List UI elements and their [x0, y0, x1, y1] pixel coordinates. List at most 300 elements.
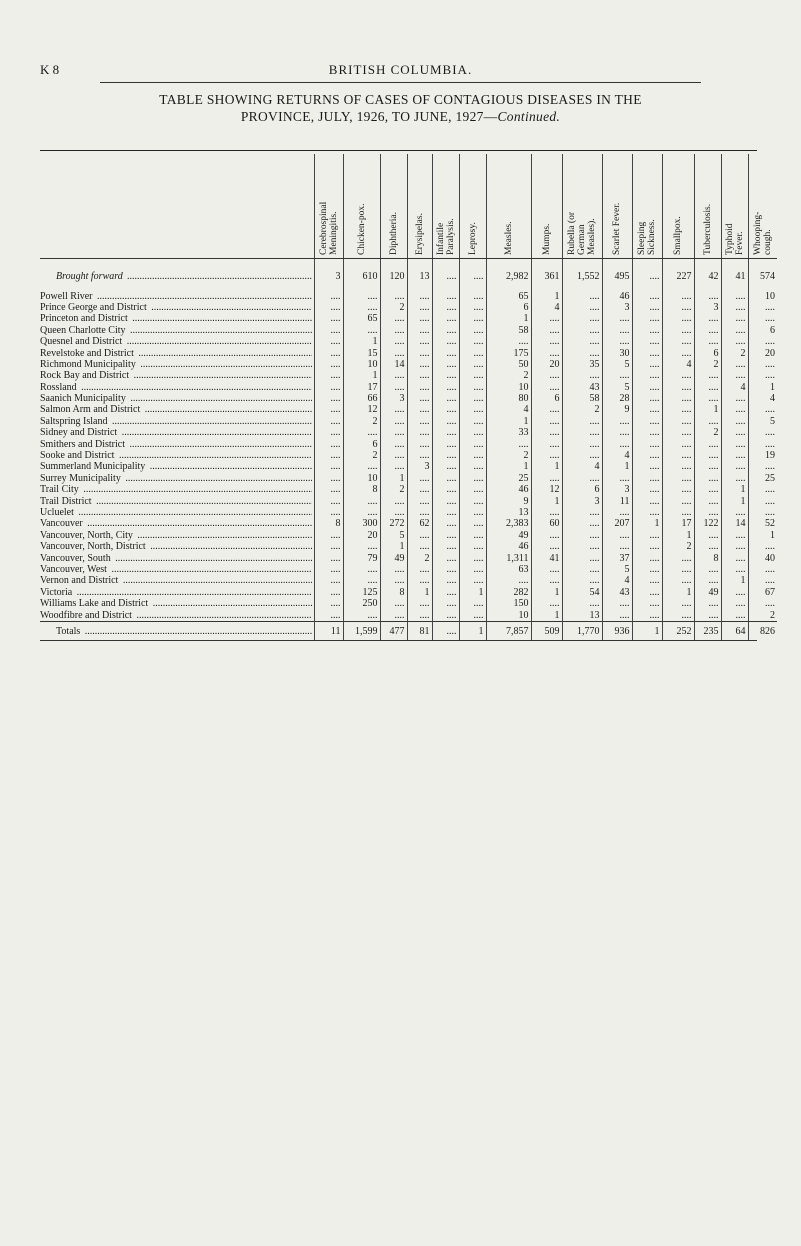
table-cell: ....	[343, 575, 380, 586]
table-cell: 46	[486, 541, 531, 552]
table-cell: ....	[694, 564, 721, 575]
table-cell: ....	[407, 427, 432, 438]
district-name: Vancouver .....	[40, 518, 314, 529]
table-cell: ....	[407, 598, 432, 609]
table-cell: 13	[407, 259, 432, 291]
table-cell: ....	[662, 564, 694, 575]
column-header	[380, 154, 407, 259]
table-cell: 1	[721, 484, 748, 495]
table-cell: ....	[459, 370, 486, 381]
table-cell: ....	[459, 461, 486, 472]
table-cell: 300	[343, 518, 380, 529]
table-cell: 8	[380, 587, 407, 598]
table-cell: 19	[748, 450, 777, 461]
district-name: Princeton and District .....	[40, 313, 314, 324]
table-cell: ....	[748, 575, 777, 586]
column-header-label: Typhoid Fever.	[724, 223, 745, 255]
table-cell: 207	[602, 518, 632, 529]
column-header-label: Smallpox.	[673, 216, 683, 255]
table-cell: ....	[531, 325, 562, 336]
table-cell: 2	[694, 359, 721, 370]
table-cell: ....	[632, 370, 662, 381]
table-cell: ....	[407, 530, 432, 541]
district-name: Woodfibre and District .....	[40, 609, 314, 621]
table-cell: ....	[407, 290, 432, 301]
district-name: Trail City .....	[40, 484, 314, 495]
table-cell: ....	[632, 347, 662, 358]
table-cell: ....	[314, 598, 343, 609]
table-cell: 936	[602, 621, 632, 640]
table-cell: ....	[314, 290, 343, 301]
table-cell: ....	[632, 507, 662, 518]
table-cell: ....	[632, 541, 662, 552]
table-cell: ....	[662, 336, 694, 347]
table-cell: ....	[459, 313, 486, 324]
table-cell: ....	[459, 302, 486, 313]
table-cell: ....	[432, 587, 459, 598]
table-cell: ....	[314, 495, 343, 506]
table-cell: ....	[694, 575, 721, 586]
column-header-row	[40, 154, 777, 259]
table-cell: 17	[343, 382, 380, 393]
table-cell: ....	[380, 575, 407, 586]
column-header-label: Infantile Paralysis.	[435, 218, 456, 255]
table-cell: ....	[694, 473, 721, 484]
table-cell: ....	[407, 359, 432, 370]
table-cell: 150	[486, 598, 531, 609]
table-cell: 509	[531, 621, 562, 640]
table-cell: ....	[562, 416, 602, 427]
table-cell: ....	[407, 336, 432, 347]
table-cell: 17	[662, 518, 694, 529]
column-header	[343, 154, 380, 259]
table-cell: ....	[562, 427, 602, 438]
table-cell: ....	[459, 259, 486, 291]
table-row	[40, 336, 777, 347]
table-cell: ....	[314, 564, 343, 575]
table-cell: ....	[632, 325, 662, 336]
table-cell: 1	[694, 404, 721, 415]
table-cell: ....	[432, 359, 459, 370]
table-cell: ....	[343, 507, 380, 518]
table-cell: 4	[748, 393, 777, 404]
table-cell: ....	[380, 313, 407, 324]
table-cell: ....	[662, 450, 694, 461]
table-cell: 227	[662, 259, 694, 291]
column-header	[602, 154, 632, 259]
table-cell: ....	[632, 564, 662, 575]
table-cell: 1	[721, 575, 748, 586]
brought-forward-row	[40, 259, 777, 291]
district-name: Saanich Municipality .....	[40, 393, 314, 404]
table-cell: 81	[407, 621, 432, 640]
table-cell: 58	[486, 325, 531, 336]
table-cell: ....	[314, 450, 343, 461]
table-cell: ....	[407, 609, 432, 621]
column-header	[432, 154, 459, 259]
table-cell: ....	[459, 473, 486, 484]
table-cell: ....	[407, 416, 432, 427]
column-header-label: Cerebrospinal Meningitis.	[318, 201, 339, 255]
table-cell: 14	[721, 518, 748, 529]
table-cell: 610	[343, 259, 380, 291]
table-cell: 175	[486, 347, 531, 358]
table-cell: ....	[562, 541, 602, 552]
table-cell: ....	[721, 416, 748, 427]
table-cell: ....	[694, 393, 721, 404]
table-cell: ....	[632, 393, 662, 404]
table-cell: ....	[662, 473, 694, 484]
table-cell: ....	[694, 370, 721, 381]
table-cell: ....	[748, 484, 777, 495]
table-cell: 2	[343, 416, 380, 427]
table-cell: 10	[486, 609, 531, 621]
table-cell: 1	[407, 587, 432, 598]
table-cell: ....	[314, 507, 343, 518]
table-cell: ....	[721, 393, 748, 404]
table-cell: 3	[694, 302, 721, 313]
table-cell: 1	[380, 473, 407, 484]
table-cell: ....	[662, 347, 694, 358]
table-cell: ....	[314, 313, 343, 324]
table-cell: ....	[748, 370, 777, 381]
table-cell: 125	[343, 587, 380, 598]
table-cell: ....	[407, 382, 432, 393]
column-header-label: Diphtheria.	[388, 211, 399, 255]
table-cell: ....	[721, 370, 748, 381]
table-cell: 20	[748, 347, 777, 358]
title-line-2: PROVINCE, JULY, 1926, TO JUNE, 1927—Continued.	[240, 109, 561, 124]
stub-header	[40, 154, 314, 259]
table-cell: ....	[721, 564, 748, 575]
table-cell: ....	[748, 427, 777, 438]
table-cell: ....	[343, 461, 380, 472]
table-cell: ....	[407, 564, 432, 575]
table-cell: ....	[459, 507, 486, 518]
table-row	[40, 427, 777, 438]
table-cell: ....	[662, 484, 694, 495]
table-cell: 49	[486, 530, 531, 541]
table-cell: 1	[531, 609, 562, 621]
table-cell: ....	[407, 575, 432, 586]
table-cell: ....	[602, 530, 632, 541]
table-cell: ....	[407, 438, 432, 449]
table-cell: ....	[432, 427, 459, 438]
district-name: Queen Charlotte City .....	[40, 325, 314, 336]
table-cell: 1	[343, 370, 380, 381]
table-cell: ....	[407, 302, 432, 313]
table-cell: ....	[380, 564, 407, 575]
table-cell: ....	[721, 461, 748, 472]
table-cell: ....	[632, 609, 662, 621]
table-cell: ....	[314, 393, 343, 404]
table-cell: ....	[748, 541, 777, 552]
table-cell: 2,383	[486, 518, 531, 529]
table-cell: 7,857	[486, 621, 531, 640]
table-cell: ....	[380, 347, 407, 358]
column-header-label: Sleeping Sickness.	[637, 219, 657, 255]
table-cell: 4	[602, 450, 632, 461]
table-cell: ....	[562, 598, 602, 609]
totals-label: Totals .....	[40, 621, 314, 640]
table-cell: ....	[432, 530, 459, 541]
table-cell: 5	[602, 382, 632, 393]
district-name: Smithers and District .....	[40, 438, 314, 449]
table-cell: 65	[343, 313, 380, 324]
table-cell: ....	[632, 438, 662, 449]
table-cell: ....	[721, 404, 748, 415]
table-cell: ....	[432, 598, 459, 609]
table-cell: 64	[721, 621, 748, 640]
table-cell: 1	[602, 461, 632, 472]
table-cell: 30	[602, 347, 632, 358]
table-cell: 42	[694, 259, 721, 291]
table-cell: 40	[748, 552, 777, 563]
table-row	[40, 507, 777, 518]
table-cell: ....	[432, 495, 459, 506]
table-cell: ....	[432, 541, 459, 552]
totals-row	[40, 621, 777, 640]
table-cell: ....	[562, 473, 602, 484]
table-cell: 1	[531, 495, 562, 506]
table-cell: 1	[531, 461, 562, 472]
contagious-diseases-table	[40, 154, 777, 640]
table-cell: 1	[662, 587, 694, 598]
table-cell: ....	[602, 609, 632, 621]
district-name: Sooke and District .....	[40, 450, 314, 461]
table-cell: ....	[531, 382, 562, 393]
table-cell: 1	[343, 336, 380, 347]
table-cell: ....	[531, 404, 562, 415]
table-cell: ....	[562, 302, 602, 313]
table-cell: ....	[562, 347, 602, 358]
district-name: Vancouver, West .....	[40, 564, 314, 575]
table-cell: 2	[380, 484, 407, 495]
table-cell: 66	[343, 393, 380, 404]
table-cell: ....	[314, 461, 343, 472]
table-cell: ....	[343, 302, 380, 313]
table-cell: ....	[314, 347, 343, 358]
table-cell: ....	[459, 347, 486, 358]
table-row	[40, 359, 777, 370]
table-cell: ....	[380, 427, 407, 438]
table-cell: ....	[380, 404, 407, 415]
table-row	[40, 290, 777, 301]
table-cell: ....	[632, 259, 662, 291]
table-cell: ....	[314, 438, 343, 449]
table-cell: 52	[748, 518, 777, 529]
table-title	[60, 91, 741, 125]
table-cell: ....	[343, 495, 380, 506]
table-cell: ....	[407, 484, 432, 495]
district-name: Trail District .....	[40, 495, 314, 506]
table-cell: 65	[486, 290, 531, 301]
column-header-label: Erysipelas.	[414, 213, 425, 255]
table-row	[40, 404, 777, 415]
table-cell: ....	[632, 336, 662, 347]
column-header	[486, 154, 531, 259]
table-cell: ....	[459, 552, 486, 563]
table-cell: ....	[694, 609, 721, 621]
table-cell: 67	[748, 587, 777, 598]
table-cell: 1	[662, 530, 694, 541]
table-cell: ....	[562, 370, 602, 381]
table-cell: ....	[748, 438, 777, 449]
table-cell: 1,552	[562, 259, 602, 291]
table-cell: ....	[694, 541, 721, 552]
table-cell: ....	[602, 598, 632, 609]
table-cell: ....	[662, 427, 694, 438]
table-cell: 574	[748, 259, 777, 291]
table-cell: ....	[632, 359, 662, 370]
column-header	[632, 154, 662, 259]
table-cell: 4	[721, 382, 748, 393]
table-cell: 122	[694, 518, 721, 529]
table-cell: 49	[694, 587, 721, 598]
table-cell: ....	[432, 575, 459, 586]
table-cell: ....	[459, 575, 486, 586]
table-cell: 33	[486, 427, 531, 438]
table-cell: ....	[531, 427, 562, 438]
table-cell: 15	[343, 347, 380, 358]
table-cell: ....	[314, 336, 343, 347]
table-cell: 1	[486, 416, 531, 427]
table-cell: 63	[486, 564, 531, 575]
title-line-1: TABLE SHOWING RETURNS OF CASES OF CONTAGIOUS DISEASES IN THE	[159, 92, 642, 107]
table-cell: ....	[602, 313, 632, 324]
table-cell: 2	[486, 370, 531, 381]
table-cell: ....	[662, 370, 694, 381]
table-cell: ....	[314, 575, 343, 586]
district-name: Vancouver, North, District .....	[40, 541, 314, 552]
table-cell: ....	[721, 302, 748, 313]
table-cell: 282	[486, 587, 531, 598]
table-cell: 6	[531, 393, 562, 404]
table-row	[40, 416, 777, 427]
table-cell: ....	[314, 416, 343, 427]
table-cell: ....	[459, 359, 486, 370]
table-cell: 272	[380, 518, 407, 529]
table-cell: 58	[562, 393, 602, 404]
table-row	[40, 370, 777, 381]
column-header-label: Tuberculosis.	[702, 203, 713, 255]
table-cell: ....	[432, 438, 459, 449]
district-name: Quesnel and District .....	[40, 336, 314, 347]
table-cell: ....	[407, 393, 432, 404]
table-cell: ....	[459, 427, 486, 438]
table-cell: ....	[562, 336, 602, 347]
table-cell: 35	[562, 359, 602, 370]
table-cell: ....	[459, 598, 486, 609]
table-cell: ....	[562, 530, 602, 541]
district-name: Summerland Municipality .....	[40, 461, 314, 472]
table-cell: ....	[662, 416, 694, 427]
table-cell: ....	[314, 609, 343, 621]
table-cell: 5	[602, 359, 632, 370]
district-name: Ucluelet .....	[40, 507, 314, 518]
column-header-label: Mumps.	[541, 223, 552, 255]
table-cell: ....	[380, 336, 407, 347]
table-cell: ....	[432, 518, 459, 529]
table-cell: ....	[314, 587, 343, 598]
table-cell: ....	[432, 302, 459, 313]
table-cell: ....	[459, 518, 486, 529]
district-name: Rossland .....	[40, 382, 314, 393]
table-cell: 2	[694, 427, 721, 438]
district-name: Rock Bay and District .....	[40, 370, 314, 381]
table-cell: ....	[748, 359, 777, 370]
table-cell: ....	[432, 609, 459, 621]
table-cell: ....	[486, 336, 531, 347]
table-cell: ....	[694, 416, 721, 427]
table-cell: 2	[343, 450, 380, 461]
table-cell: ....	[662, 290, 694, 301]
table-cell: ....	[432, 393, 459, 404]
table-row	[40, 552, 777, 563]
table-cell: 1	[459, 621, 486, 640]
table-cell: ....	[531, 507, 562, 518]
table-cell: 50	[486, 359, 531, 370]
table-cell: 6	[486, 302, 531, 313]
table-cell: 5	[602, 564, 632, 575]
table-cell: ....	[748, 461, 777, 472]
table-row	[40, 518, 777, 529]
table-row	[40, 473, 777, 484]
table-cell: ....	[343, 427, 380, 438]
table-cell: 1	[748, 530, 777, 541]
table-cell: ....	[380, 598, 407, 609]
table-cell: 4	[662, 359, 694, 370]
table-cell: 62	[407, 518, 432, 529]
table-cell: ....	[721, 598, 748, 609]
table-row	[40, 313, 777, 324]
table-cell: ....	[562, 507, 602, 518]
table-cell: ....	[694, 336, 721, 347]
table-cell: ....	[721, 530, 748, 541]
table-cell: 43	[562, 382, 602, 393]
table-cell: ....	[407, 507, 432, 518]
table-cell: 43	[602, 587, 632, 598]
table-cell: ....	[407, 495, 432, 506]
table-cell: 1	[748, 382, 777, 393]
table-cell: ....	[459, 404, 486, 415]
table-cell: 25	[486, 473, 531, 484]
table-cell: ....	[314, 382, 343, 393]
table-cell: ....	[602, 541, 632, 552]
table-cell: 8	[343, 484, 380, 495]
table-row	[40, 461, 777, 472]
table-cell: ....	[632, 461, 662, 472]
table-cell: ....	[343, 290, 380, 301]
table-cell: ....	[459, 336, 486, 347]
table-cell: ....	[380, 461, 407, 472]
table-cell: ....	[432, 416, 459, 427]
table-cell: ....	[432, 507, 459, 518]
table-cell: ....	[694, 313, 721, 324]
table-cell: ....	[562, 552, 602, 563]
table-cell: ....	[748, 507, 777, 518]
table-cell: 14	[380, 359, 407, 370]
table-cell: 477	[380, 621, 407, 640]
table-cell: ....	[380, 416, 407, 427]
table-row	[40, 495, 777, 506]
table-cell: 80	[486, 393, 531, 404]
table-cell: ....	[531, 438, 562, 449]
table-row	[40, 575, 777, 586]
table-cell: ....	[343, 564, 380, 575]
table-cell: 13	[562, 609, 602, 621]
district-name: Williams Lake and District .....	[40, 598, 314, 609]
